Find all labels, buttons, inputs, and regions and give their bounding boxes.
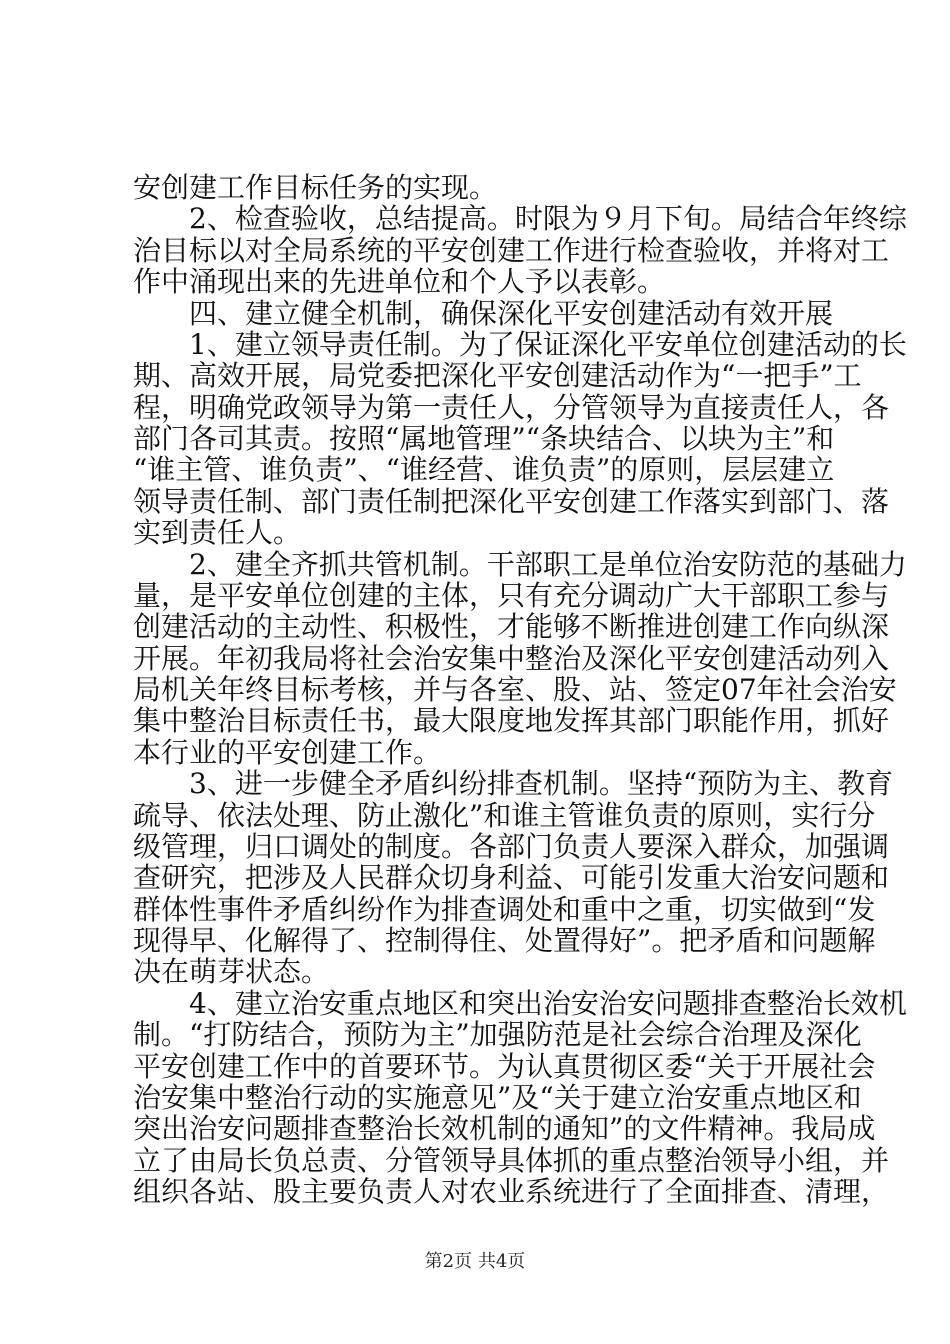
- text-line: 领导责任制、部门责任制把深化平安创建工作落实到部门、落: [133, 484, 890, 518]
- text-line: 部门各司其责。按照“属地管理”“条块结合、以块为主”和: [133, 422, 835, 455]
- text-line: “谁主管、谁负责”、“谁经营、谁负责”的原则，层层建立: [133, 453, 835, 487]
- text-line: 疏导、依法处理、防止激化”和谁主管谁负责的原则，实行分: [133, 798, 876, 832]
- page-number: 第2页 共4页: [424, 1251, 526, 1272]
- text-line: 集中整治目标责任书，最大限度地发挥其部门职能作用，抓好: [133, 704, 890, 738]
- text-line: 量，是平安单位创建的主体，只有充分调动广大干部职工参与: [133, 578, 890, 612]
- text-line: 期、高效开展，局党委把深化平安创建活动作为“一把手”工: [133, 359, 862, 393]
- text-line: 治安集中整治行动的实施意见”及“关于建立治安重点地区和: [133, 1080, 862, 1114]
- text-line: 治目标以对全局系统的平安创建工作进行检查验收，并将对工: [133, 233, 890, 267]
- text-line: 平安创建工作中的首要环节。为认真贯彻区委“关于开展社会: [133, 1049, 876, 1083]
- text-line: 实到责任人。: [133, 516, 302, 550]
- text-line: 现得早、化解得了、控制得住、处置得好”。把矛盾和问题解: [133, 924, 876, 957]
- text-line: 2、建全齐抓共管机制。干部职工是单位治安防范的基础力: [133, 547, 907, 581]
- text-line: 突出治安问题排查整治长效机制的通知”的文件精神。我局成: [133, 1112, 876, 1146]
- section-heading: 四、建立健全机制，确保深化平安创建活动有效开展: [133, 296, 834, 330]
- text-line: 程，明确党政领导为第一责任人，分管领导为直接责任人，各: [133, 390, 890, 424]
- text-line: 级管理，归口调处的制度。各部门负责人要深入群众，加强调: [133, 829, 890, 863]
- text-line: 立了由局长负总责、分管领导具体抓的重点整治领导小组，并: [133, 1143, 890, 1177]
- text-line: 1、建立领导责任制。为了保证深化平安单位创建活动的长: [133, 327, 907, 361]
- text-line: 3、进一步健全矛盾纠纷排查机制。坚持“预防为主、教育: [133, 767, 894, 801]
- text-line: 局机关年终目标考核，并与各室、股、站、签定07年社会治安: [133, 673, 897, 706]
- text-line: 作中涌现出来的先进单位和个人予以表彰。: [133, 265, 666, 299]
- text-line: 查研究，把涉及人民群众切身利益、可能引发重大治安问题和: [133, 861, 890, 895]
- text-line: 创建活动的主动性、积极性，才能够不断推进创建工作向纵深: [133, 610, 890, 644]
- text-line: 本行业的平安创建工作。: [133, 735, 442, 769]
- text-line: 开展。年初我局将社会治安集中整治及深化平安创建活动列入: [133, 641, 890, 675]
- text-line: 安创建工作目标任务的实现。: [133, 171, 498, 204]
- text-line: 组织各站、股主要负责人对农业系统进行了全面排查、清理，: [133, 1175, 890, 1208]
- text-line: 决在萌芽状态。: [133, 955, 330, 989]
- text-line: 2、检查验收，总结提高。时限为９月下旬。局结合年终综: [133, 202, 907, 236]
- text-line: 4、建立治安重点地区和突出治安治安问题排查整治长效机: [133, 986, 907, 1020]
- text-line: 群体性事件矛盾纠纷作为排查调处和重中之重，切实做到“发: [133, 892, 876, 926]
- text-line: 制。“打防结合，预防为主”加强防范是社会综合治理及深化: [133, 1018, 862, 1052]
